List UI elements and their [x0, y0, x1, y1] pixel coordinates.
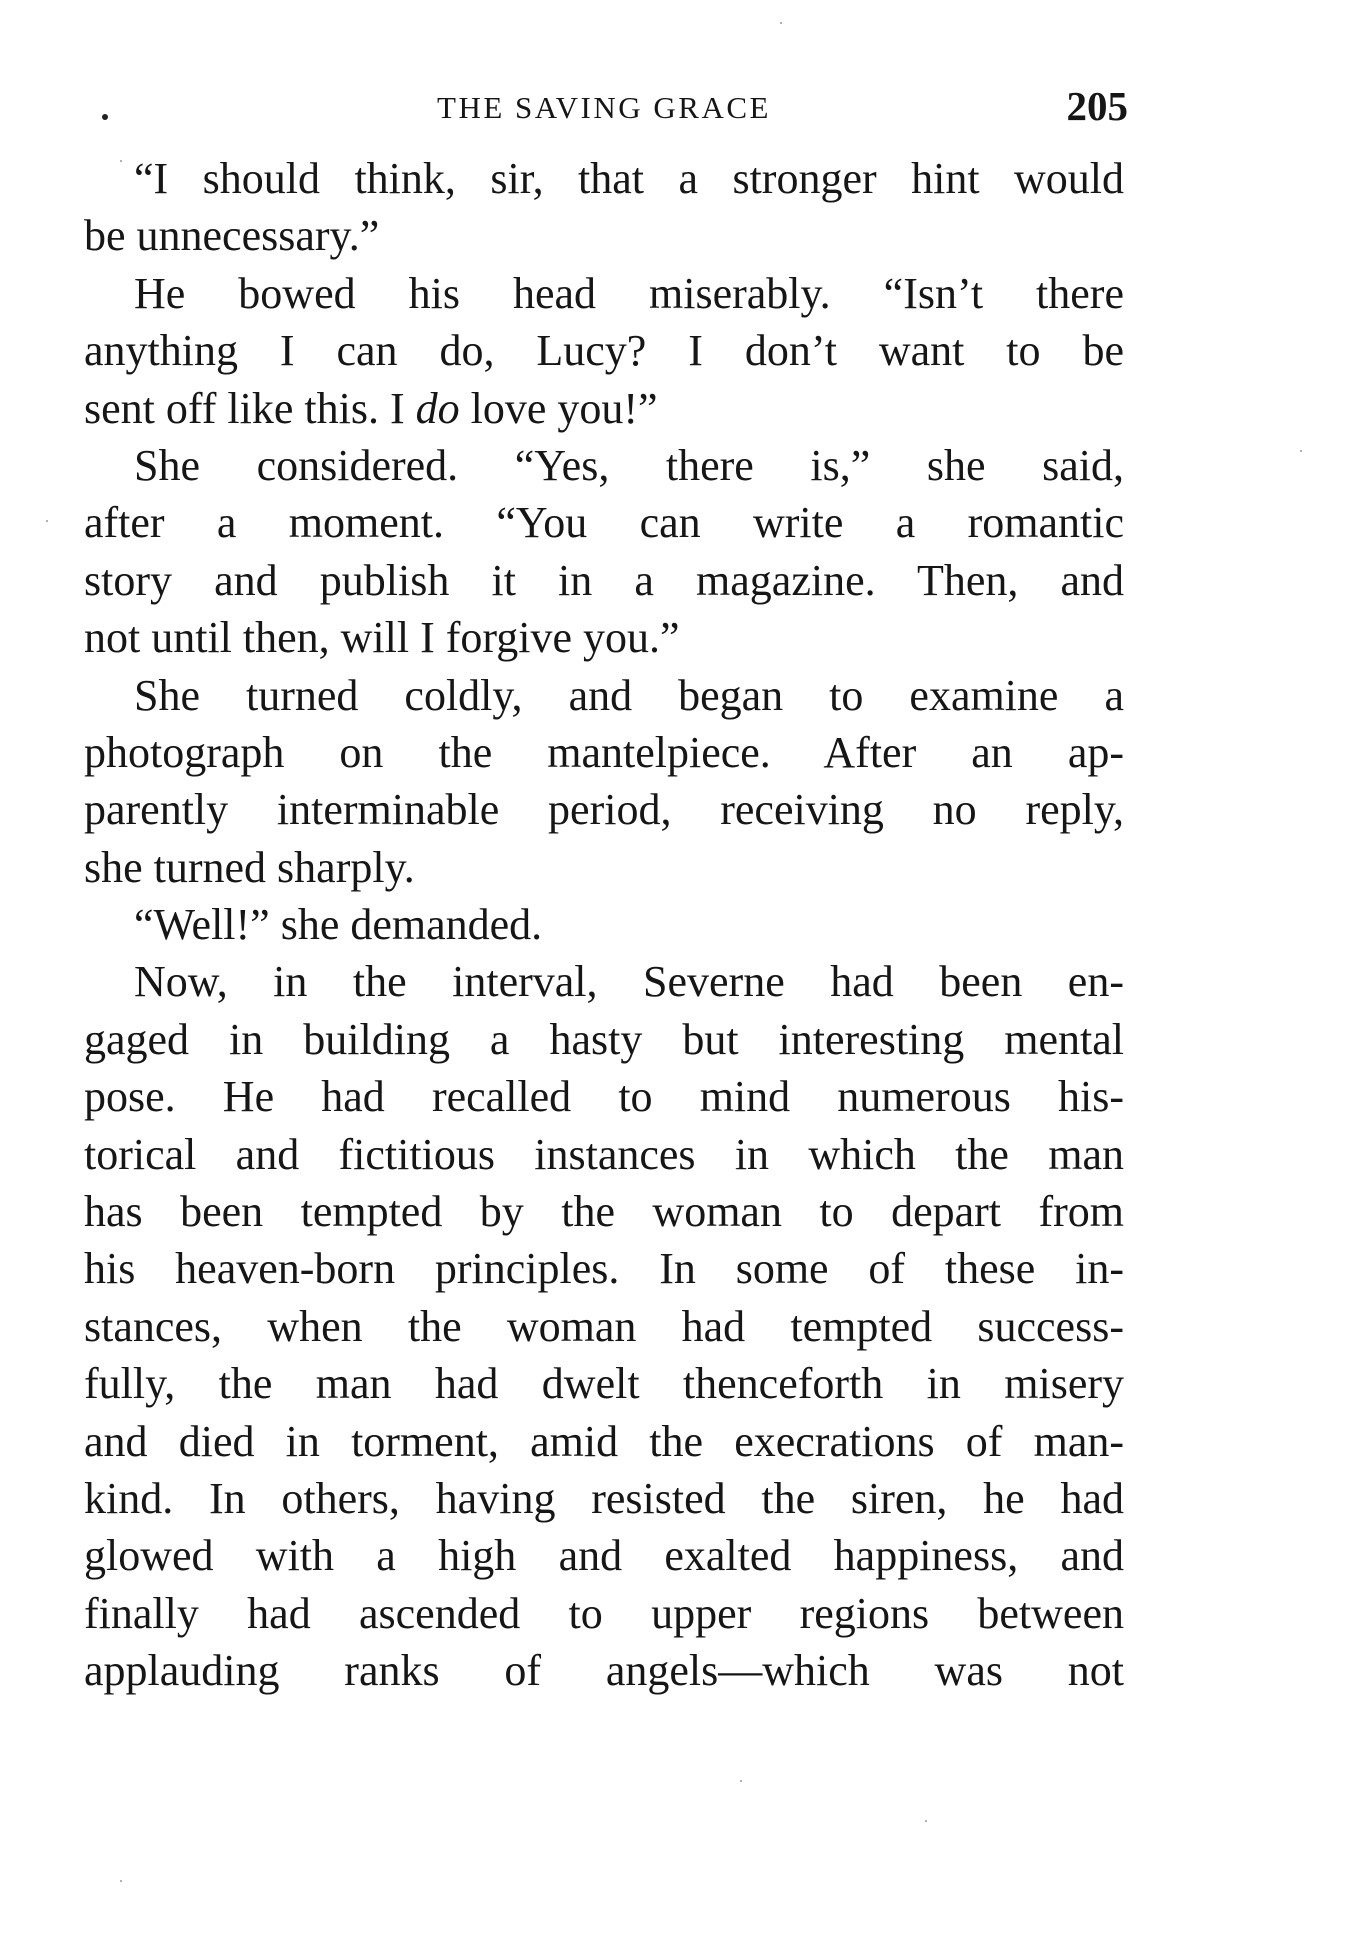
text-line: has been tempted by the woman to depart from — [84, 1187, 1124, 1237]
text-line: stances, when the woman had tempted success- — [84, 1301, 1124, 1351]
text-line: his heaven-born principles. In some of these in- — [84, 1244, 1124, 1294]
text-line: glowed with a high and exalted happiness, and — [84, 1531, 1124, 1581]
text-line: photograph on the mantelpiece. After an ap- — [84, 727, 1124, 777]
text-line: “Well!” she demanded. — [134, 900, 543, 950]
text-run: sent off like this. I — [84, 383, 416, 433]
text-line: applauding ranks of angels—which was not — [84, 1646, 1124, 1696]
text-line: finally had ascended to upper regions between — [84, 1588, 1124, 1638]
paper-speck — [740, 1780, 742, 1782]
text-line: story and publish it in a magazine. Then, and — [84, 555, 1124, 605]
text-line: Now, in the interval, Severne had been en- — [134, 957, 1124, 1007]
text-line: fully, the man had dwelt thenceforth in misery — [84, 1359, 1124, 1409]
paper-speck — [780, 22, 782, 24]
text-line: after a moment. “You can write a romantic — [84, 498, 1124, 548]
text-line: “I should think, sir, that a stronger hint would — [134, 154, 1124, 203]
text-line: be unnecessary.” — [84, 211, 380, 261]
text-line: and died in torment, amid the execrations of man- — [84, 1416, 1124, 1466]
text-line: she turned sharply. — [84, 842, 415, 892]
text-line: parently interminable period, receiving no reply, — [84, 785, 1124, 835]
body-text — [84, 150, 1124, 1700]
paper-speck — [120, 1880, 122, 1882]
emphasis-text: do — [415, 383, 460, 433]
running-head — [84, 83, 1128, 134]
text-line: torical and fictitious instances in which the man — [84, 1129, 1124, 1179]
text-line: pose. He had recalled to mind numerous his- — [84, 1072, 1124, 1122]
text-line: not until then, will I forgive you.” — [84, 613, 680, 663]
text-line: He bowed his head miserably. “Isn’t there — [134, 268, 1124, 318]
text-line: kind. In others, having resisted the siren, he had — [84, 1473, 1124, 1523]
running-title: THE SAVING GRACE — [437, 90, 771, 125]
page-number: 205 — [1066, 83, 1128, 129]
text-line: anything I can do, Lucy? I don’t want to be — [84, 326, 1124, 376]
text-line — [84, 380, 1124, 437]
paper-speck — [925, 1820, 927, 1822]
text-line: She turned coldly, and began to examine a — [134, 670, 1124, 720]
paper-speck — [46, 520, 48, 522]
paper-speck — [1300, 450, 1302, 452]
paper-speck — [120, 160, 122, 162]
text-line: She considered. “Yes, there is,” she said, — [134, 440, 1124, 490]
text-run: love you!” — [459, 383, 658, 433]
text-line: gaged in building a hasty but interesting mental — [84, 1014, 1124, 1064]
